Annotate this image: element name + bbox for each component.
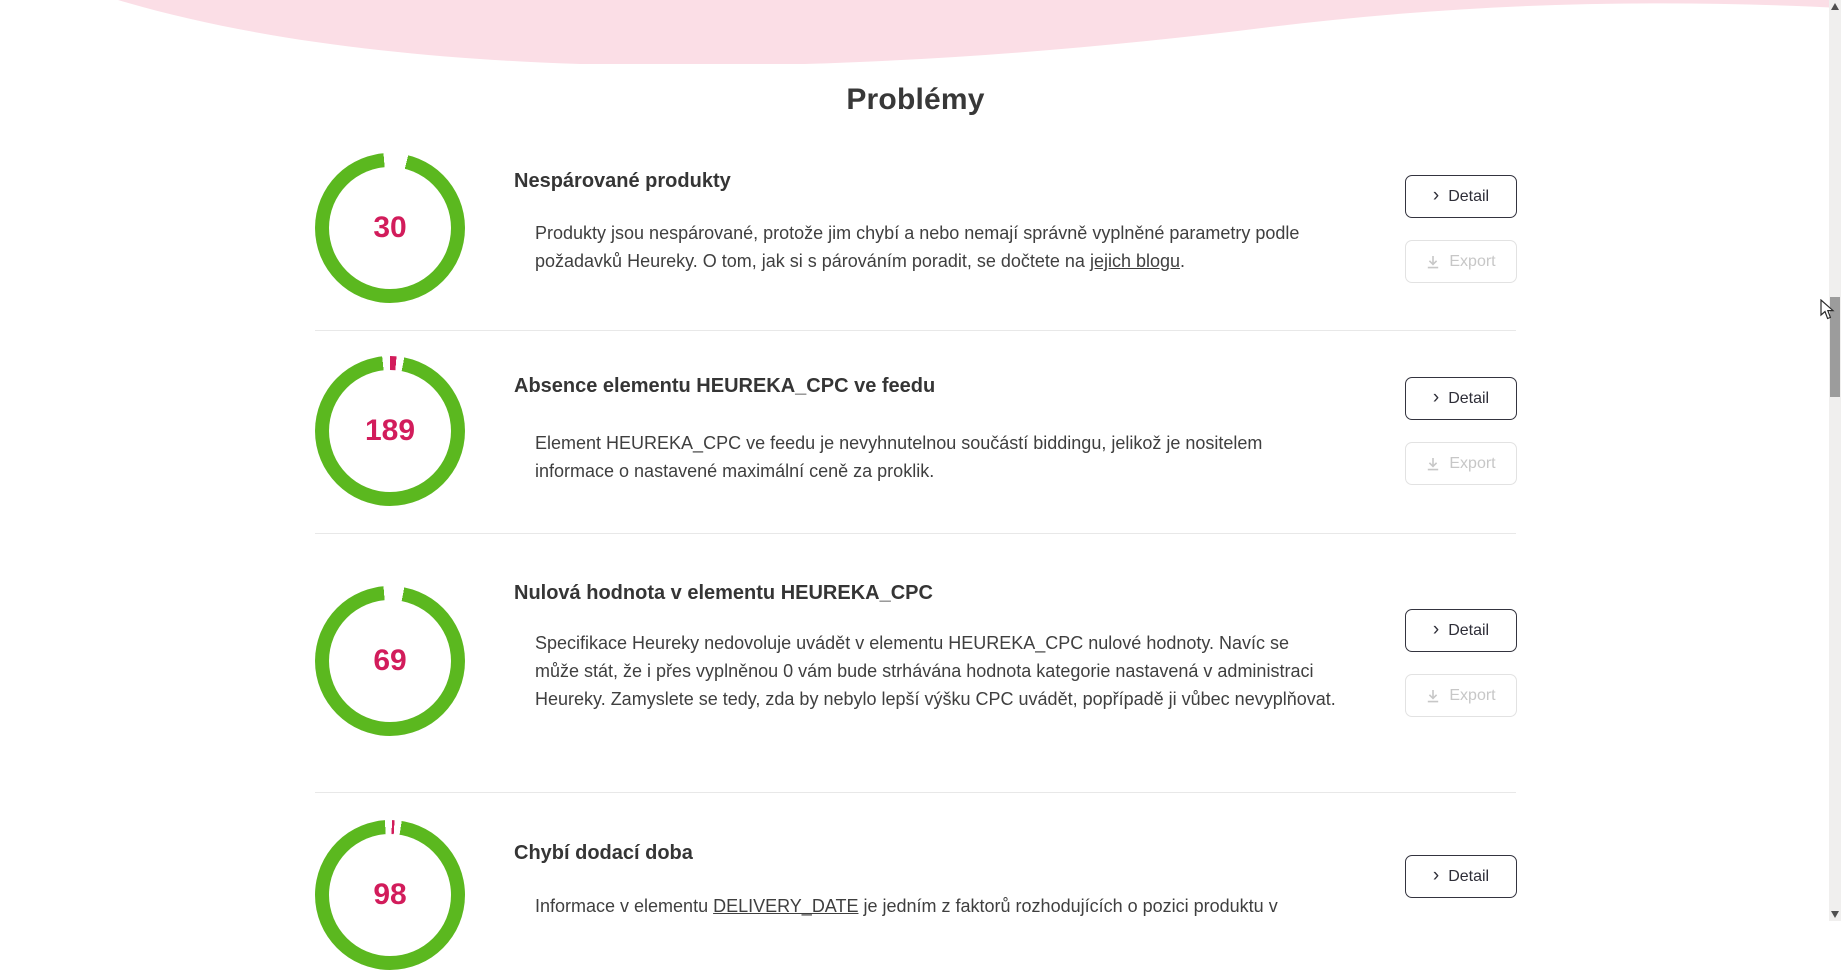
progress-ring-hole — [329, 600, 451, 722]
problem-count: 98 — [373, 878, 407, 911]
description-text: Element HEUREKA_CPC ve feedu je nevyhnutelnou součástí biddingu, jelikož je nositelem informace o nastavené maximální ceně za proklik. — [535, 433, 1263, 481]
progress-ring — [315, 820, 465, 970]
problem-title: Chybí dodací doba — [514, 842, 693, 864]
export-button[interactable] — [1405, 240, 1517, 283]
description-text: Specifikace Heureky nedovoluje uvádět v elementu HEUREKA_CPC nulové hodnoty. Navíc se může stát, že i přes vyplněnou 0 vám bude strhávána hodnota kategorie nastavená v administraci Heureky. Zamyslete se tedy, zda by nebylo lepší výšku CPC uvádět, popřípadě ji vůbec nevyplňovat. — [535, 633, 1336, 709]
chevron-right-icon: › — [1432, 184, 1440, 206]
problem-description — [535, 892, 1337, 920]
scrollbar-track[interactable] — [1829, 0, 1841, 921]
problem-description — [535, 219, 1337, 275]
problem-count: 189 — [364, 414, 416, 447]
detail-button[interactable] — [1405, 175, 1517, 218]
detail-button-label: Detail — [1448, 389, 1490, 407]
problem-description — [535, 629, 1337, 713]
problem-count: 30 — [373, 211, 407, 244]
detail-button[interactable] — [1405, 609, 1517, 652]
problems-section — [315, 0, 1516, 921]
problem-count: 69 — [373, 644, 407, 677]
description-text: . — [1180, 251, 1186, 271]
scrollbar-thumb[interactable] — [1830, 297, 1840, 397]
export-button-label: Export — [1449, 252, 1496, 270]
problem-description — [535, 429, 1337, 485]
export-button[interactable] — [1405, 442, 1517, 485]
problem-title: Absence elementu HEUREKA_CPC ve feedu — [514, 375, 936, 397]
export-button[interactable] — [1405, 674, 1517, 717]
download-icon — [1426, 689, 1440, 703]
progress-ring — [315, 153, 465, 303]
chevron-right-icon: › — [1432, 386, 1440, 408]
chevron-right-icon: › — [1432, 864, 1440, 886]
scrollbar-down-icon[interactable] — [1831, 911, 1839, 918]
download-icon — [1426, 255, 1440, 269]
progress-ring — [315, 356, 465, 506]
detail-button[interactable] — [1405, 377, 1517, 420]
progress-ring-hole — [329, 370, 451, 492]
divider — [315, 330, 1516, 331]
problem-title: Nespárované produkty — [514, 170, 731, 192]
description-text: Informace v elementu — [535, 896, 714, 916]
page-title: Problémy — [846, 83, 985, 116]
progress-ring-hole — [329, 834, 451, 956]
export-button-label: Export — [1449, 454, 1496, 472]
description-link[interactable]: DELIVERY_DATE — [713, 896, 859, 916]
chevron-right-icon: › — [1432, 618, 1440, 640]
progress-ring — [315, 586, 465, 736]
divider — [315, 533, 1516, 534]
detail-button-label: Detail — [1448, 867, 1490, 885]
scrollbar-up-icon[interactable] — [1831, 3, 1839, 10]
detail-button[interactable] — [1405, 855, 1517, 898]
description-text: Produkty jsou nespárované, protože jim chybí a nebo nemají správně vyplněné parametry podle požadavků Heureky. O tom, jak si s párováním poradit, se dočtete na — [535, 223, 1300, 271]
export-button-label: Export — [1449, 686, 1496, 704]
description-link[interactable]: jejich blogu — [1089, 251, 1181, 271]
detail-button-label: Detail — [1448, 187, 1490, 205]
description-text: je jedním z faktorů rozhodujících o pozici produktu v — [858, 896, 1278, 916]
progress-ring-hole — [329, 167, 451, 289]
problem-title: Nulová hodnota v elementu HEUREKA_CPC — [514, 582, 933, 604]
detail-button-label: Detail — [1448, 621, 1490, 639]
divider — [315, 792, 1516, 793]
download-icon — [1426, 457, 1440, 471]
